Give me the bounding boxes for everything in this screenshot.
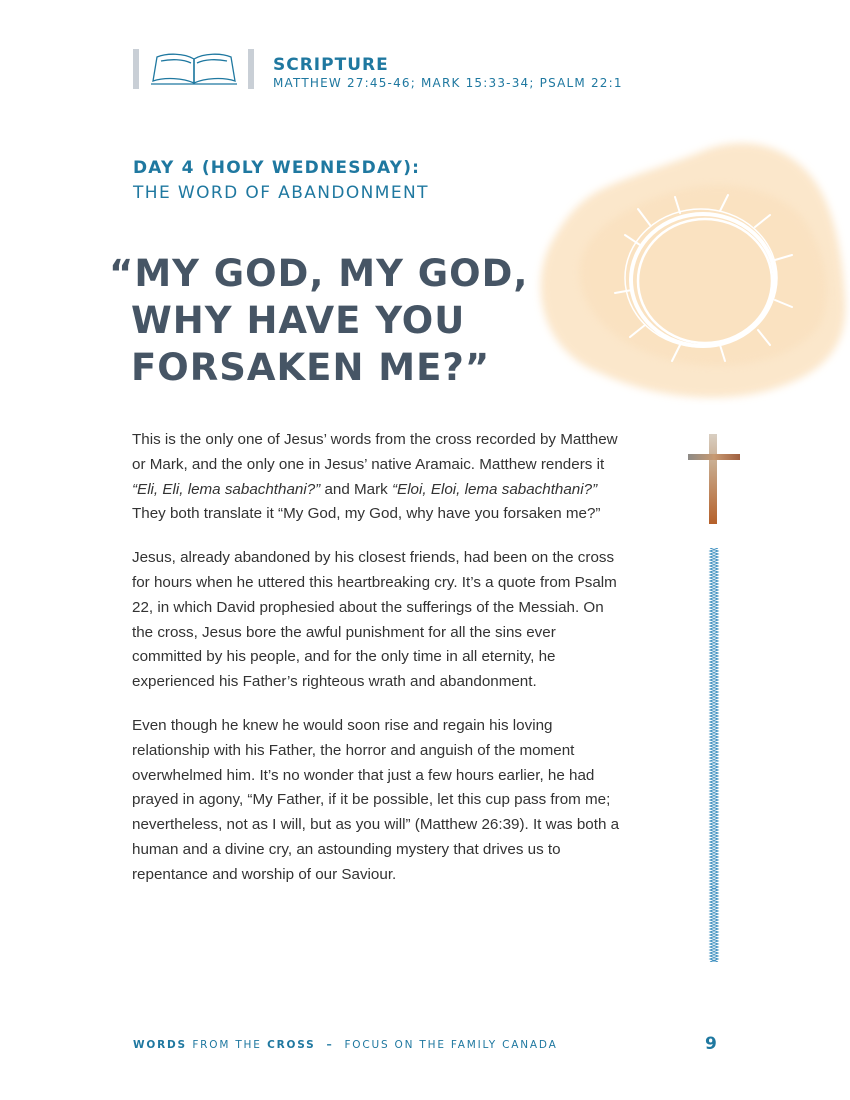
aramaic-quote-matthew: “Eli, Eli, lema sabachthani?” (132, 480, 321, 498)
aramaic-quote-mark: “Eloi, Eloi, lema sabachthani?” (392, 480, 598, 498)
body-paragraph (132, 428, 627, 527)
footer (133, 1039, 558, 1051)
body-text (132, 428, 627, 907)
footer-from: FROM THE (192, 1039, 262, 1051)
cross-icon (686, 432, 742, 526)
open-book-icon (149, 51, 239, 87)
footer-separator: – (326, 1039, 334, 1051)
footer-cross: CROSS (267, 1039, 316, 1051)
pull-quote-line: WHY HAVE YOU (131, 299, 466, 342)
footer-org: FOCUS ON THE FAMILY CANADA (344, 1039, 558, 1051)
day-subheading: THE WORD OF ABANDONMENT (133, 183, 429, 203)
crown-of-thorns-illustration (520, 135, 850, 405)
page-number: 9 (705, 1034, 717, 1054)
header-divider-right (248, 49, 254, 89)
body-text-span: and Mark (320, 480, 392, 498)
zigzag-divider (707, 548, 721, 962)
footer-words: WORDS (133, 1039, 187, 1051)
body-text-span: This is the only one of Jesus’ words from the cross recorded by Matthew or Mark, and the only one in Jesus’ native Aramaic. Matthew renders it (132, 431, 618, 473)
pull-quote (109, 250, 528, 391)
pull-quote-line: “MY GOD, MY GOD, (109, 252, 529, 295)
scripture-references: MATTHEW 27:45-46; MARK 15:33-34; PSALM 22:1 (273, 76, 623, 90)
body-text-span: They both translate it “My God, my God, why have you forsaken me?” (132, 505, 601, 523)
day-heading: DAY 4 (HOLY WEDNESDAY): (133, 158, 421, 178)
pull-quote-line: FORSAKEN ME?” (131, 346, 491, 389)
body-paragraph: Even though he knew he would soon rise and regain his loving relationship with his Father, the horror and anguish of the moment overwhelmed him. It’s no wonder that just a few hours earlier, he had prayed in agony, “My Father, if it be possible, let this cup pass from me; nevertheless, not as I will, but as you will” (Matthew 26:39). It was both a human and a divine cry, an astounding mystery that drives us to repentance and worship of our Saviour. (132, 716, 620, 883)
scripture-label: SCRIPTURE (273, 55, 389, 75)
body-paragraph: Jesus, already abandoned by his closest friends, had been on the cross for hours when he uttered this heartbreaking cry. It’s a quote from Psalm 22, in which David prophesied about the sufferings of the Messiah. On the cross, Jesus bore the awful punishment for all the sins ever committed by his people, and for the only time in all eternity, he experienced his Father’s righteous wrath and abandonment. (132, 549, 617, 691)
header-divider-left (133, 49, 139, 89)
